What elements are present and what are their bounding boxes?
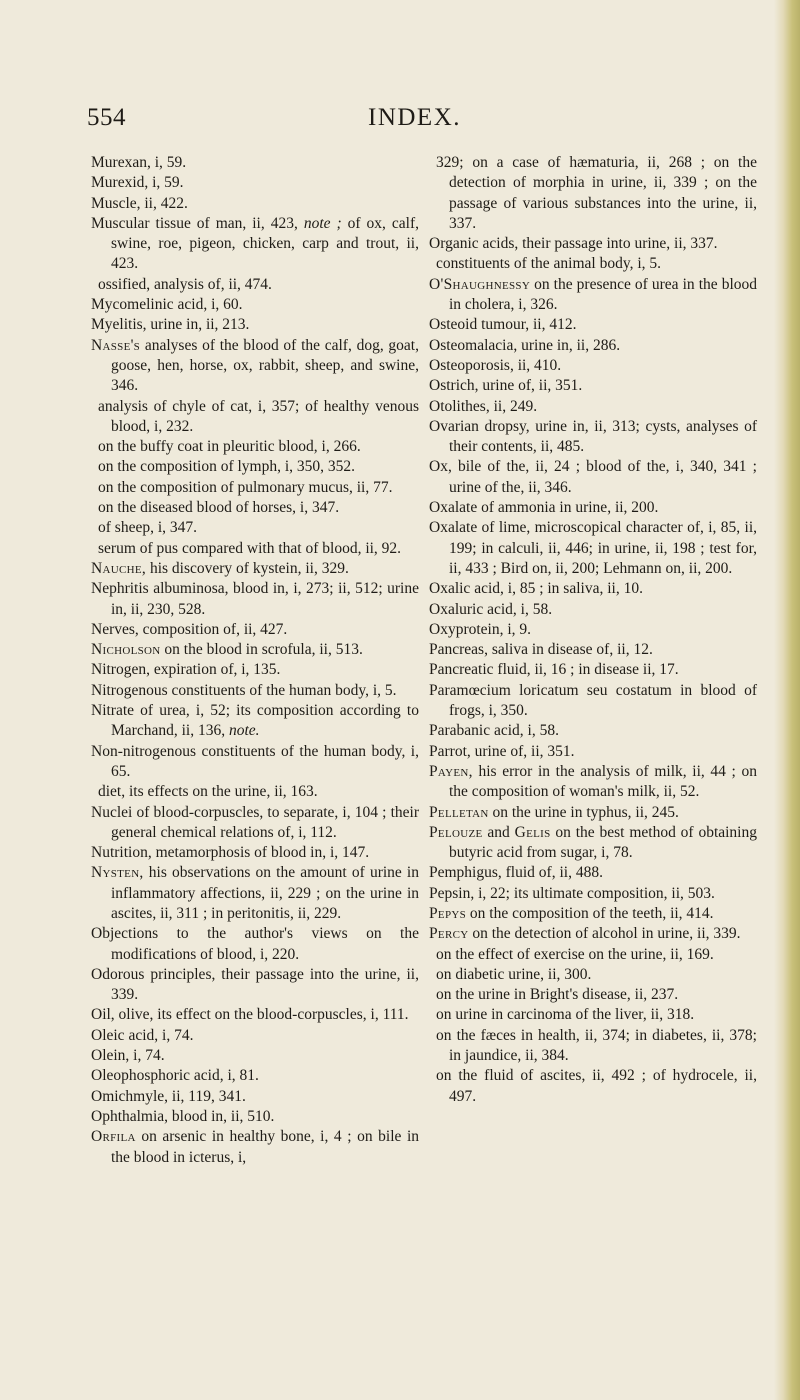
index-entry <box>91 315 419 335</box>
index-subentry <box>91 397 419 438</box>
entry-text: on the composition of lymph, i, 350, 352. <box>98 458 356 476</box>
author-name: Payen, <box>429 762 473 780</box>
index-entry <box>429 742 757 762</box>
entry-text: serum of pus compared with that of blood, ii, 92. <box>98 539 402 557</box>
entry-text: ossified, analysis of, ii, 474. <box>98 275 272 293</box>
index-subentry <box>91 498 419 518</box>
entry-text: on arsenic in healthy bone, i, 4 ; on bile in the blood in icterus, i, <box>111 1128 419 1166</box>
entry-text: Oxalic acid, i, 85 ; in saliva, ii, 10. <box>429 580 643 598</box>
entry-text: and <box>482 823 515 841</box>
index-entry <box>429 640 757 660</box>
entry-text: analyses of the blood of the calf, dog, goat, goose, hen, horse, ox, rabbit, sheep, and swine, 346. <box>111 336 419 395</box>
entry-text: Murexan, i, 59. <box>91 154 187 171</box>
entry-text: Ovarian dropsy, urine in, ii, 313; cysts, analyses of their contents, ii, 485. <box>429 417 757 456</box>
entry-text: Organic acids, their passage into urine, ii, 337. <box>429 235 718 253</box>
entry-text: Oil, olive, its effect on the blood-corpuscles, i, 111. <box>91 1006 409 1024</box>
entry-text: on the urine in typhus, ii, 245. <box>488 803 679 821</box>
index-subentry <box>91 478 419 498</box>
entry-text: Parrot, urine of, ii, 351. <box>429 742 575 760</box>
index-entry <box>91 701 419 742</box>
running-title: INDEX. <box>368 104 462 131</box>
entry-text: constituents of the animal body, i, 5. <box>436 255 661 273</box>
entry-text: his observations on the amount of urine in inflammatory affections, ii, 229 ; on the urine in ascites, ii, 311 ; in peritonitis, ii, 229. <box>111 864 419 922</box>
entry-text: on the buffy coat in pleuritic blood, i, 266. <box>98 438 361 456</box>
entry-text: Paramœcium loricatum seu costatum in blood of frogs, i, 350. <box>429 681 757 720</box>
entry-text: Oxaluric acid, i, 58. <box>429 600 553 618</box>
entry-text: Pancreas, saliva in disease of, ii, 12. <box>429 641 653 659</box>
entry-text: Ostrich, urine of, ii, 351. <box>429 377 583 395</box>
entry-text: Nephritis albuminosa, blood in, i, 273; ii, 512; urine in, ii, 230, 528. <box>91 580 419 618</box>
index-entry <box>91 620 419 640</box>
author-name: Gelis <box>514 823 551 841</box>
entry-text: Otolithes, ii, 249. <box>429 397 538 415</box>
entry-text: Nitrogenous constituents of the human body, i, 5. <box>91 681 397 699</box>
index-entry <box>429 863 757 883</box>
page-header <box>0 104 800 138</box>
index-entry <box>91 1066 419 1086</box>
entry-text: on the effect of exercise on the urine, ii, 169. <box>436 945 714 963</box>
entry-text: Omichmyle, ii, 119, 341. <box>91 1087 246 1105</box>
index-subentry <box>429 945 757 965</box>
index-entry <box>91 843 419 863</box>
index-entry <box>429 681 757 722</box>
entry-text: Osteomalacia, urine in, ii, 286. <box>429 336 621 354</box>
author-name: Nysten, <box>91 864 144 882</box>
entry-text: Nitrogen, expiration of, i, 135. <box>91 661 281 679</box>
author-name: Pelletan <box>429 803 489 821</box>
index-entry <box>429 376 757 396</box>
index-entry <box>429 762 757 803</box>
entry-text: on the diseased blood of horses, i, 347. <box>98 499 340 517</box>
index-entry <box>91 153 419 173</box>
index-entry <box>91 1127 419 1168</box>
entry-text: on the fæces in health, ii, 374; in diabetes, ii, 378; in jaundice, ii, 384. <box>436 1026 757 1065</box>
entry-text: Oleic acid, i, 74. <box>91 1026 194 1044</box>
entry-text: Pepsin, i, 22; its ultimate composition, ii, 503. <box>429 884 715 902</box>
entry-text: Myelitis, urine in, ii, 213. <box>91 316 250 334</box>
entry-text: Muscle, ii, 422. <box>91 194 188 212</box>
page-number: 554 <box>87 104 126 131</box>
entry-text: of ox, calf, swine, roe, pigeon, chicken, carp and trout, ii, 423. <box>111 214 420 273</box>
entry-text: on the fluid of ascites, ii, 492 ; of hydrocele, ii, 497. <box>436 1067 757 1105</box>
index-entry <box>429 356 757 376</box>
entry-text: on the best method of obtaining butyric acid from sugar, i, 78. <box>449 823 757 862</box>
index-entry <box>91 1087 419 1107</box>
index-entry <box>429 904 757 924</box>
entry-text: Pemphigus, fluid of, ii, 488. <box>429 864 603 882</box>
entry-text: of sheep, i, 347. <box>98 519 198 537</box>
entry-text: Nutrition, metamorphosis of blood in, i, 147. <box>91 844 370 862</box>
entry-text: diet, its effects on the urine, ii, 163. <box>98 783 318 801</box>
entry-note: note ; <box>303 214 342 232</box>
author-name: Orfila <box>91 1128 136 1146</box>
index-subentry <box>91 275 419 295</box>
right-index-column <box>429 153 757 1107</box>
index-entry <box>91 742 419 783</box>
index-entry <box>429 518 757 579</box>
entry-text: on urine in carcinoma of the liver, ii, 318. <box>436 1006 695 1024</box>
index-subentry <box>91 437 419 457</box>
author-name: Nasse's <box>91 336 141 354</box>
entry-text: Parabanic acid, i, 58. <box>429 722 559 740</box>
index-entry <box>429 823 757 864</box>
index-entry <box>429 884 757 904</box>
index-entry <box>91 803 419 844</box>
index-subentry <box>429 1066 757 1107</box>
author-name: Pelouze <box>429 823 483 841</box>
index-entry <box>429 457 757 498</box>
entry-text: on the presence of urea in the blood in cholera, i, 326. <box>449 275 757 314</box>
entry-text: Oxalate of ammonia in urine, ii, 200. <box>429 499 659 517</box>
entry-text: Odorous principles, their passage into the urine, ii, 339. <box>91 965 419 1004</box>
index-subentry <box>91 782 419 802</box>
index-entry <box>91 1005 419 1025</box>
index-subentry <box>91 457 419 477</box>
index-entry <box>91 1026 419 1046</box>
index-entry <box>91 640 419 660</box>
index-entry <box>91 1046 419 1066</box>
entry-text: Pancreatic fluid, ii, 16 ; in disease ii, 17. <box>429 661 679 679</box>
index-entry <box>91 214 419 275</box>
entry-text: Osteoid tumour, ii, 412. <box>429 316 577 334</box>
entry-text: Nitrate of urea, i, 52; its composition according to Marchand, ii, 136, <box>91 702 419 740</box>
entry-text: Oleophosphoric acid, i, 81. <box>91 1067 259 1085</box>
index-subentry <box>429 1026 757 1067</box>
entry-text: on the composition of the teeth, ii, 414. <box>466 904 714 922</box>
entry-text: on the detection of alcohol in urine, ii, 339. <box>468 925 741 943</box>
index-entry <box>91 173 419 193</box>
entry-text: Ophthalmia, blood in, ii, 510. <box>91 1107 275 1125</box>
entry-text: on diabetic urine, ii, 300. <box>436 965 592 983</box>
entry-text: Oxyprotein, i, 9. <box>429 620 532 638</box>
entry-text: Nuclei of blood-corpuscles, to separate, i, 104 ; their general chemical relations of, i, 112. <box>91 803 419 841</box>
entry-text: on the urine in Bright's disease, ii, 237. <box>436 986 679 1004</box>
index-entry <box>429 579 757 599</box>
index-subentry <box>91 518 419 538</box>
entry-note: note. <box>228 722 260 740</box>
index-entry <box>91 194 419 214</box>
author-name: Nauche, <box>91 559 147 577</box>
index-entry <box>91 863 419 924</box>
entry-text: Olein, i, 74. <box>91 1047 165 1065</box>
index-entry <box>429 315 757 335</box>
author-name: Nicholson <box>91 641 161 659</box>
entry-text: Oxalate of lime, microscopical character of, i, 85, ii, 199; in calculi, ii, 446; in urine, ii, 198 ; test for, ii, 433 ; Bird on, ii, 200; Lehmann on, ii, 200. <box>429 519 757 577</box>
entry-text: Nerves, composition of, ii, 427. <box>91 620 288 638</box>
index-subentry <box>429 985 757 1005</box>
entry-text: Non-nitrogenous constituents of the human body, i, 65. <box>91 742 419 780</box>
index-entry <box>429 498 757 518</box>
entry-text: on the blood in scrofula, ii, 513. <box>160 641 363 659</box>
left-index-column <box>91 153 419 1168</box>
entry-text: Murexid, i, 59. <box>91 174 184 192</box>
index-subentry <box>429 254 757 274</box>
entry-text: Ox, bile of the, ii, 24 ; blood of the, i, 340, 341 ; urine of the, ii, 346. <box>429 458 757 496</box>
index-entry <box>429 620 757 640</box>
index-entry <box>429 660 757 680</box>
index-entry <box>429 721 757 741</box>
index-entry <box>429 275 757 316</box>
index-entry <box>429 803 757 823</box>
index-subentry <box>429 153 757 234</box>
entry-text: Mycomelinic acid, i, 60. <box>91 296 243 314</box>
index-entry <box>91 295 419 315</box>
index-entry <box>91 924 419 965</box>
entry-text: analysis of chyle of cat, i, 357; of healthy venous blood, i, 232. <box>98 397 419 435</box>
index-entry <box>429 600 757 620</box>
entry-text: on the composition of pulmonary mucus, ii, 77. <box>98 478 393 496</box>
index-entry <box>91 1107 419 1127</box>
index-entry <box>429 924 757 944</box>
author-name: O'Shaughnessy <box>429 275 531 293</box>
index-entry <box>91 660 419 680</box>
index-entry <box>91 965 419 1006</box>
index-entry <box>91 579 419 620</box>
index-entry <box>91 681 419 701</box>
entry-text: 329; on a case of hæmaturia, ii, 268 ; on the detection of morphia in urine, ii, 339 ; on the passage of various substances into the urine, ii, 337. <box>436 154 757 232</box>
index-subentry <box>429 965 757 985</box>
index-entry <box>91 559 419 579</box>
entry-text: Osteoporosis, ii, 410. <box>429 356 562 374</box>
index-subentry <box>91 539 419 559</box>
index-entry <box>91 336 419 397</box>
author-name: Pepys <box>429 904 467 922</box>
entry-text: Muscular tissue of man, ii, 423, <box>91 214 304 232</box>
index-entry <box>429 397 757 417</box>
entry-text: Objections to the author's views on the modifications of blood, i, 220. <box>91 925 419 963</box>
author-name: Percy <box>429 925 469 943</box>
entry-text: his error in the analysis of milk, ii, 44 ; on the composition of woman's milk, ii, 52. <box>449 762 757 801</box>
index-entry <box>429 234 757 254</box>
index-entry <box>429 417 757 458</box>
index-subentry <box>429 1005 757 1025</box>
page-edge <box>774 0 800 1400</box>
entry-text: his discovery of kystein, ii, 329. <box>146 559 349 577</box>
index-entry <box>429 336 757 356</box>
